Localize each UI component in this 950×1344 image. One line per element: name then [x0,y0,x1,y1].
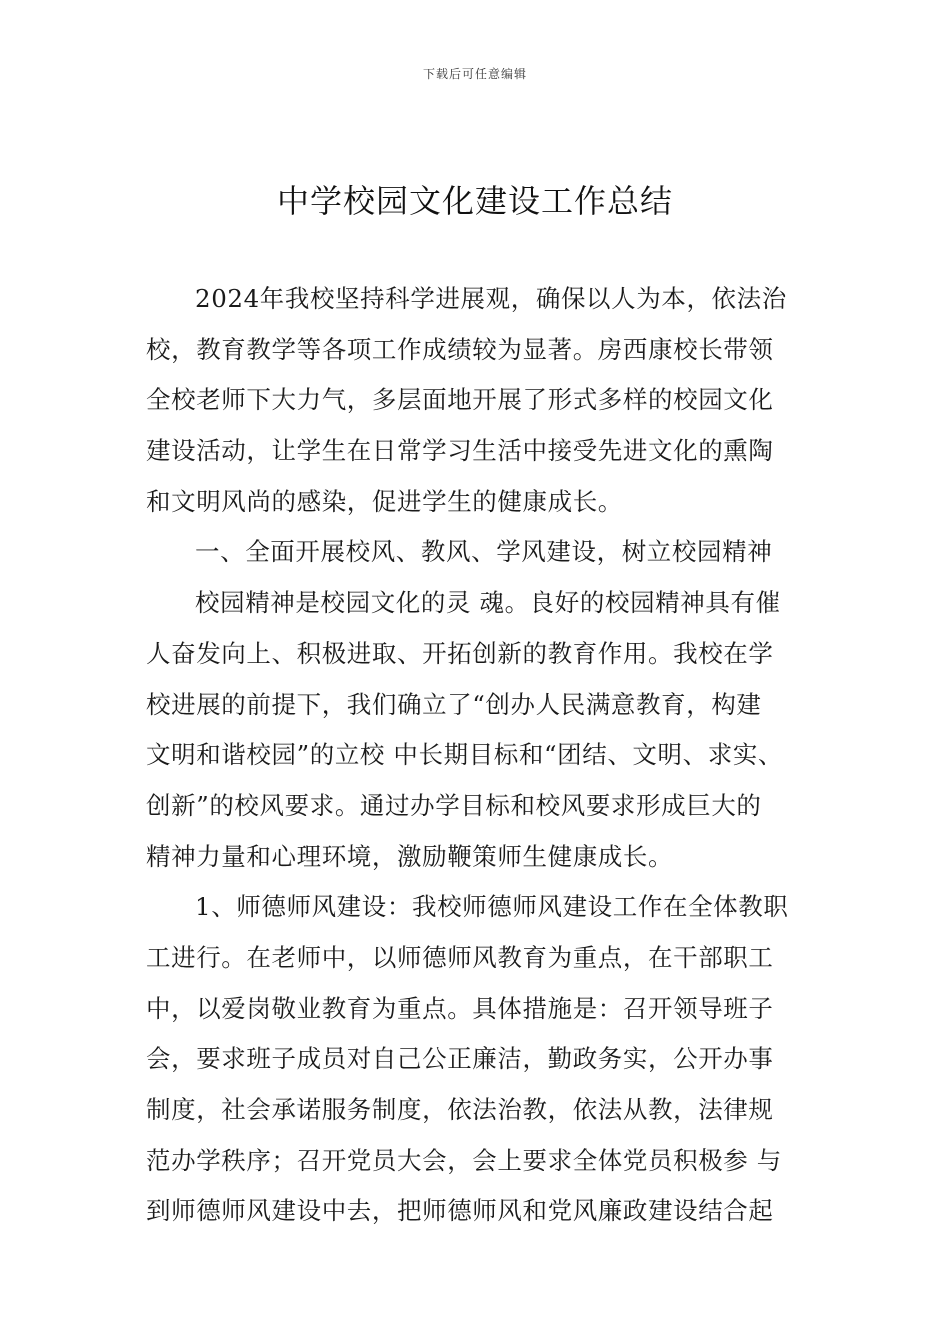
body-text-line: 到师德师风建设中去，把师德师风和党风廉政建设结合起 [146,1196,774,1226]
header-note: 下载后可任意编辑 [422,67,527,81]
body-text-line: 会，要求班子成员对自己公正廉洁，勤政务实，公开办事 [146,1044,774,1074]
body-text-line: 建设活动，让学生在日常学习生活中接受先进文化的熏陶 [146,436,774,466]
body-text-line: 2024年我校坚持科学进展观，确保以人为本，依法治 [195,284,787,313]
document-title: 中学校园文化建设工作总结 [276,182,673,220]
body-text-line: 制度，社会承诺服务制度，依法治教，依法从教，法律规 [146,1095,774,1124]
body-text-line: 校进展的前提下，我们确立了“创办人民满意教育，构建 [146,689,762,719]
body-text-line: 全校老师下大力气，多层面地开展了形式多样的校园文化 [146,385,774,415]
body-text-line: 一、全面开展校风、教风、学风建设，树立校园精神 [195,537,773,567]
body-text-line: 1、师德师风建设：我校师德师风建设工作在全体教职 [195,892,789,922]
body-text-line: 校园精神是校园文化的灵 魂。良好的校园精神具有催 [195,588,781,618]
body-text-line: 精神力量和心理环境，激励鞭策师生健康成长。 [146,841,674,871]
body-text-line: 人奋发向上、积极进取、开拓创新的教育作用。我校在学 [146,638,774,668]
body-text-line: 校，教育教学等各项工作成绩较为显著。房西康校长带领 [146,334,774,364]
body-text-line: 范办学秩序；召开党员大会，会上要求全体党员积极参 与 [146,1145,782,1175]
document-body [146,274,816,1237]
body-text-line: 和文明风尚的感染，促进学生的健康成长。 [146,486,623,516]
body-text-line: 文明和谐校园”的立校 中长期目标和“团结、文明、求实、 [146,740,784,770]
body-text-line: 工进行。在老师中，以师德师风教育为重点，在干部职工 [146,942,774,972]
body-text-line: 创新”的校风要求。通过办学目标和校风要求形成巨大的 [146,790,762,820]
body-text-line: 中，以爱岗敬业教育为重点。具体措施是：召开领导班子 [146,993,774,1023]
